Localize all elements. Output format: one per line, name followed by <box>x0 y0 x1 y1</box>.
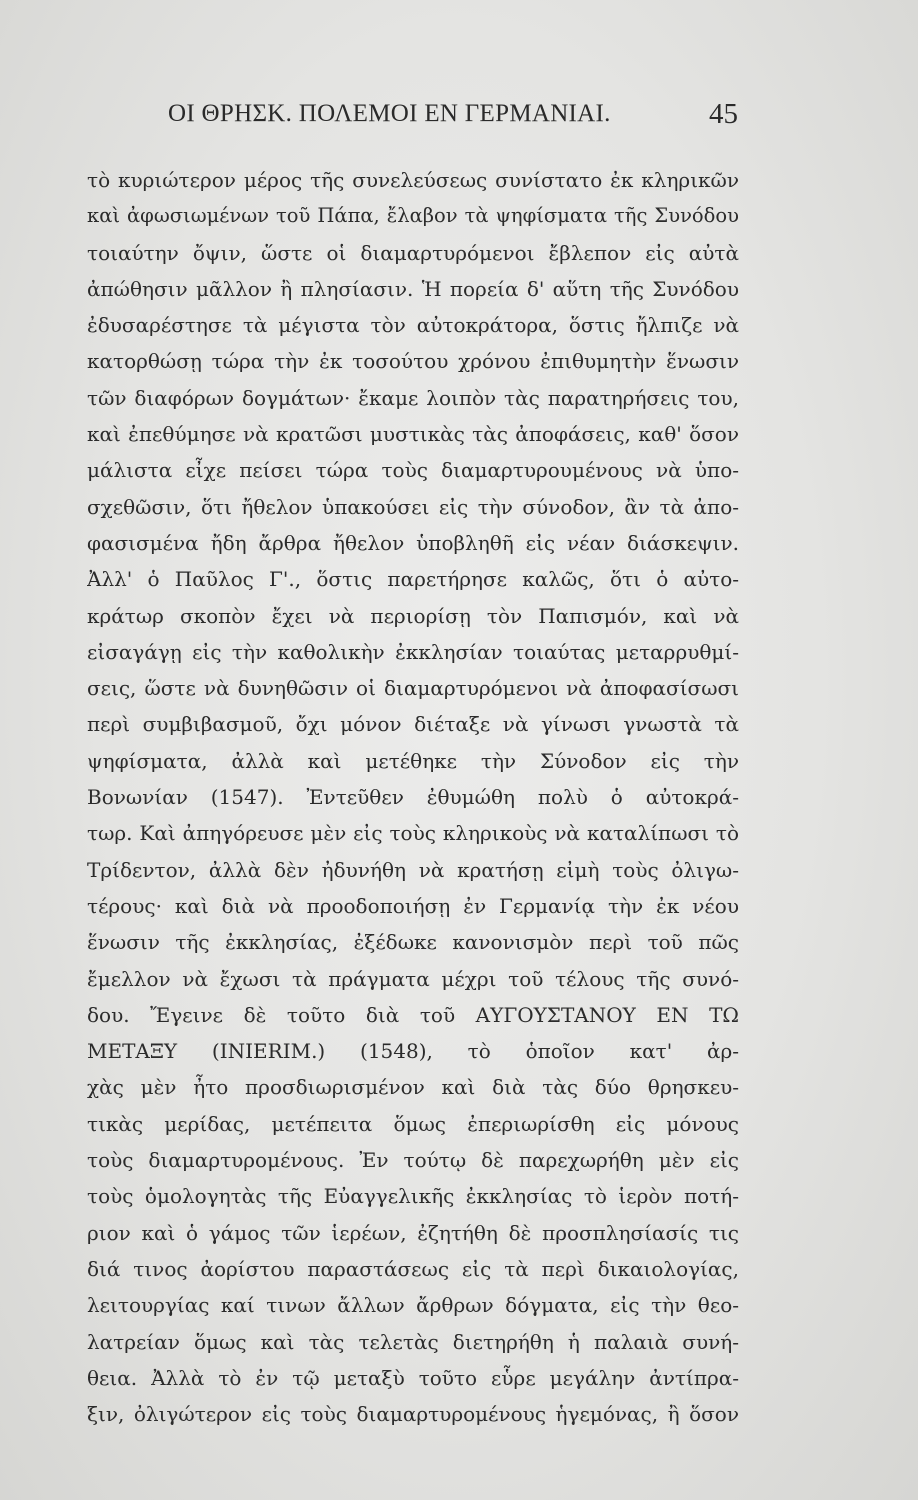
text-line: Ἀλλ' ὁ Παῦλος Γ'., ὅστις παρετήρησε καλῶς, ὅτι ὁ αὐτο- <box>87 567 739 592</box>
text-line: περὶ συμβιβασμοῦ, ὄχι μόνον διέταξε νὰ γίνωσι γνωστὰ τὰ <box>87 712 739 737</box>
text-line: τοὺς διαμαρτυρομένους. Ἐν τούτῳ δὲ παρεχωρήθη μὲν εἰς <box>87 1148 739 1173</box>
text-line: σχεθῶσιν, ὅτι ἤθελον ὑπακούσει εἰς τὴν σύνοδον, ἂν τὰ ἀπο- <box>87 494 739 519</box>
text-line: ΜΕΤΑΞΥ (INIERIM.) (1548), τὸ ὁποῖον κατ' ἀρ- <box>87 1039 739 1064</box>
text-line: ἕνωσιν τῆς ἐκκλησίας, ἐξέδωκε κανονισμὸν περὶ τοῦ πῶς <box>87 930 739 955</box>
body-text <box>87 162 739 1432</box>
text-line: ἐδυσαρέστησε τὰ μέγιστα τὸν αὐτοκράτορα, ὅστις ἤλπιζε νὰ <box>87 313 739 338</box>
text-line: τὸ κυριώτερον μέρος τῆς συνελεύσεως συνίστατο ἐκ κληρικῶν <box>87 168 739 192</box>
text-line: ριον καὶ ὁ γάμος τῶν ἱερέων, ἐζητήθη δὲ προσπλησίασίς τις <box>87 1220 739 1245</box>
text-line: λατρείαν ὅμως καὶ τὰς τελετὰς διετηρήθη ἡ παλαιὰ συνή- <box>87 1329 739 1354</box>
text-line: καὶ ἐπεθύμησε νὰ κρατῶσι μυστικὰς τὰς ἀποφάσεις, καθ' ὅσον <box>87 422 739 447</box>
text-line: Βονωνίαν (1547). Ἐντεῦθεν ἐθυμώθη πολὺ ὁ αὐτοκρά- <box>87 785 739 810</box>
text-line: τοὺς ὁμολογητὰς τῆς Εὐαγγελικῆς ἐκκλησίας τὸ ἱερὸν ποτή- <box>87 1184 739 1209</box>
text-line: τικὰς μερίδας, μετέπειτα ὅμως ἐπεριωρίσθη εἰς μόνους <box>87 1111 739 1136</box>
text-line: κράτωρ σκοπὸν ἔχει νὰ περιορίσῃ τὸν Παπισμόν, καὶ νὰ <box>87 603 739 628</box>
text-line: ἔμελλον νὰ ἔχωσι τὰ πράγματα μέχρι τοῦ τέλους τῆς συνό- <box>87 966 739 991</box>
text-line: ξιν, ὀλιγώτερον εἰς τοὺς διαμαρτυρομένους ἡγεμόνας, ἢ ὅσον <box>87 1402 739 1427</box>
text-line: φασισμένα ἤδη ἄρθρα ἤθελον ὑποβληθῆ εἰς νέαν διάσκεψιν. <box>87 530 739 555</box>
running-head: ΟΙ ΘΡΗΣΚ. ΠΟΛΕΜΟΙ ΕΝ ΓΕΡΜΑΝΙΑΙ. <box>168 100 611 127</box>
page-number: 45 <box>709 98 738 130</box>
text-line: λειτουργίας καί τινων ἄλλων ἄρθρων δόγματα, εἰς τὴν θεο- <box>87 1293 739 1318</box>
text-line: καὶ ἀφωσιωμένων τοῦ Πάπα, ἔλαβον τὰ ψηφίσματα τῆς Συνόδου <box>87 204 739 228</box>
page-header <box>168 100 738 140</box>
text-line: τῶν διαφόρων δογμάτων· ἔκαμε λοιπὸν τὰς παρατηρήσεις του, <box>87 385 739 410</box>
text-line: μάλιστα εἶχε πείσει τώρα τοὺς διαμαρτυρουμένους νὰ ὑπο- <box>87 458 739 483</box>
text-line: σεις, ὥστε νὰ δυνηθῶσιν οἱ διαμαρτυρόμενοι νὰ ἀποφασίσωσι <box>87 676 739 701</box>
text-line: τέρους· καὶ διὰ νὰ προοδοποιήσῃ ἐν Γερμανίᾳ τὴν ἐκ νέου <box>87 893 739 918</box>
text-line: εἰσαγάγῃ εἰς τὴν καθολικὴν ἐκκλησίαν τοιαύτας μεταρρυθμί- <box>87 639 739 664</box>
text-line: ψηφίσματα, ἀλλὰ καὶ μετέθηκε τὴν Σύνοδον εἰς τὴν <box>87 748 739 773</box>
text-line: ἀπώθησιν μᾶλλον ἢ πλησίασιν. Ἡ πορεία δ' αὕτη τῆς Συνόδου <box>87 276 739 301</box>
text-line: δου. Ἔγεινε δὲ τοῦτο διὰ τοῦ ΑΥΓΟΥΣΤΑΝΟΥ ΕΝ ΤΩ <box>87 1002 739 1027</box>
text-line: τωρ. Καὶ ἀπηγόρευσε μὲν εἰς τοὺς κληρικοὺς νὰ καταλίπωσι τὸ <box>87 821 739 846</box>
text-line: Τρίδεντον, ἀλλὰ δὲν ἠδυνήθη νὰ κρατήσῃ εἰμὴ τοὺς ὀλιγω- <box>87 857 739 882</box>
text-line: θεια. Ἀλλὰ τὸ ἐν τῷ μεταξὺ τοῦτο εὗρε μεγάλην ἀντίπρα- <box>87 1365 739 1390</box>
text-line: τοιαύτην ὄψιν, ὥστε οἱ διαμαρτυρόμενοι ἔβλεπον εἰς αὐτὰ <box>87 240 739 265</box>
text-line: χὰς μὲν ἦτο προσδιωρισμένον καὶ διὰ τὰς δύο θρησκευ- <box>87 1075 739 1100</box>
text-line: διά τινος ἀορίστου παραστάσεως εἰς τὰ περὶ δικαιολογίας, <box>87 1256 739 1281</box>
text-line: κατορθώσῃ τώρα τὴν ἐκ τοσούτου χρόνου ἐπιθυμητὴν ἕνωσιν <box>87 349 739 374</box>
